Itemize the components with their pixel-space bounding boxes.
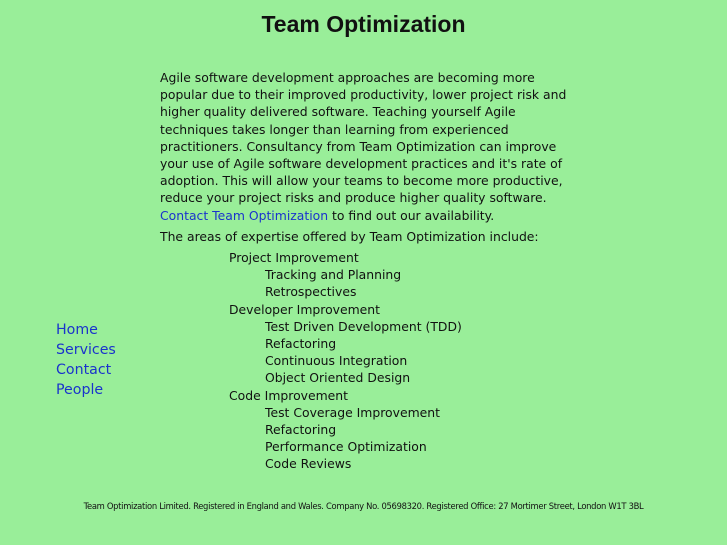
- intro-text-after-link: to find out our availability.: [328, 207, 495, 223]
- nav-link-home[interactable]: Home: [56, 322, 98, 338]
- expertise-item: Refactoring: [265, 336, 337, 352]
- expertise-category: [229, 301, 570, 387]
- expertise-item: Performance Optimization: [265, 439, 427, 455]
- intro-text-before-link: Agile software development approaches are becoming more popular due to their improved productivity, lower project risk and higher quality delivered software. Teaching yourself Agile techniques takes longer than learning from experienced practitioners. Consultancy from Team Optimization can improve your use of Agile software development practices and it's rate of adoption. This will allow your teams to become more productive, reduce your project risks and produce higher quality software.: [160, 70, 567, 206]
- nav-item-services: [56, 340, 116, 360]
- expertise-category: [229, 387, 570, 473]
- site-nav: [56, 320, 116, 400]
- expertise-item: Refactoring: [265, 422, 337, 438]
- contact-team-optimization-link[interactable]: Contact Team Optimization: [160, 207, 329, 223]
- nav-link-services[interactable]: Services: [56, 342, 116, 358]
- areas-intro: The areas of expertise offered by Team Optimization include:: [160, 228, 539, 244]
- expertise-sublist: [265, 318, 570, 387]
- expertise-sublist: [265, 404, 570, 473]
- category-label: Developer Improvement: [229, 301, 381, 317]
- category-label: Code Improvement: [229, 387, 349, 403]
- expertise-item: Test Coverage Improvement: [265, 404, 440, 420]
- expertise-item: Retrospectives: [265, 284, 357, 300]
- page-title: Team Optimization: [261, 11, 466, 37]
- expertise-category: [229, 249, 570, 301]
- intro-paragraph: [160, 69, 570, 224]
- expertise-item: Test Driven Development (TDD): [265, 318, 462, 334]
- footer-text: Team Optimization Limited. Registered in England and Wales. Company No. 05698320. Registered Office: 27 Mortimer Street, London W1T 3BL: [83, 501, 644, 511]
- nav-item-people: [56, 380, 116, 400]
- nav-link-contact[interactable]: Contact: [56, 362, 112, 378]
- category-label: Project Improvement: [229, 250, 359, 266]
- expertise-item: Object Oriented Design: [265, 370, 411, 386]
- expertise-sublist: [265, 266, 570, 300]
- main-content: [160, 69, 570, 473]
- nav-item-home: [56, 320, 116, 340]
- nav-item-contact: [56, 360, 116, 380]
- expertise-item: Continuous Integration: [265, 353, 408, 369]
- expertise-item: Code Reviews: [265, 456, 352, 472]
- nav-link-people[interactable]: People: [56, 382, 104, 398]
- expertise-item: Tracking and Planning: [265, 267, 402, 283]
- expertise-list: [229, 249, 570, 473]
